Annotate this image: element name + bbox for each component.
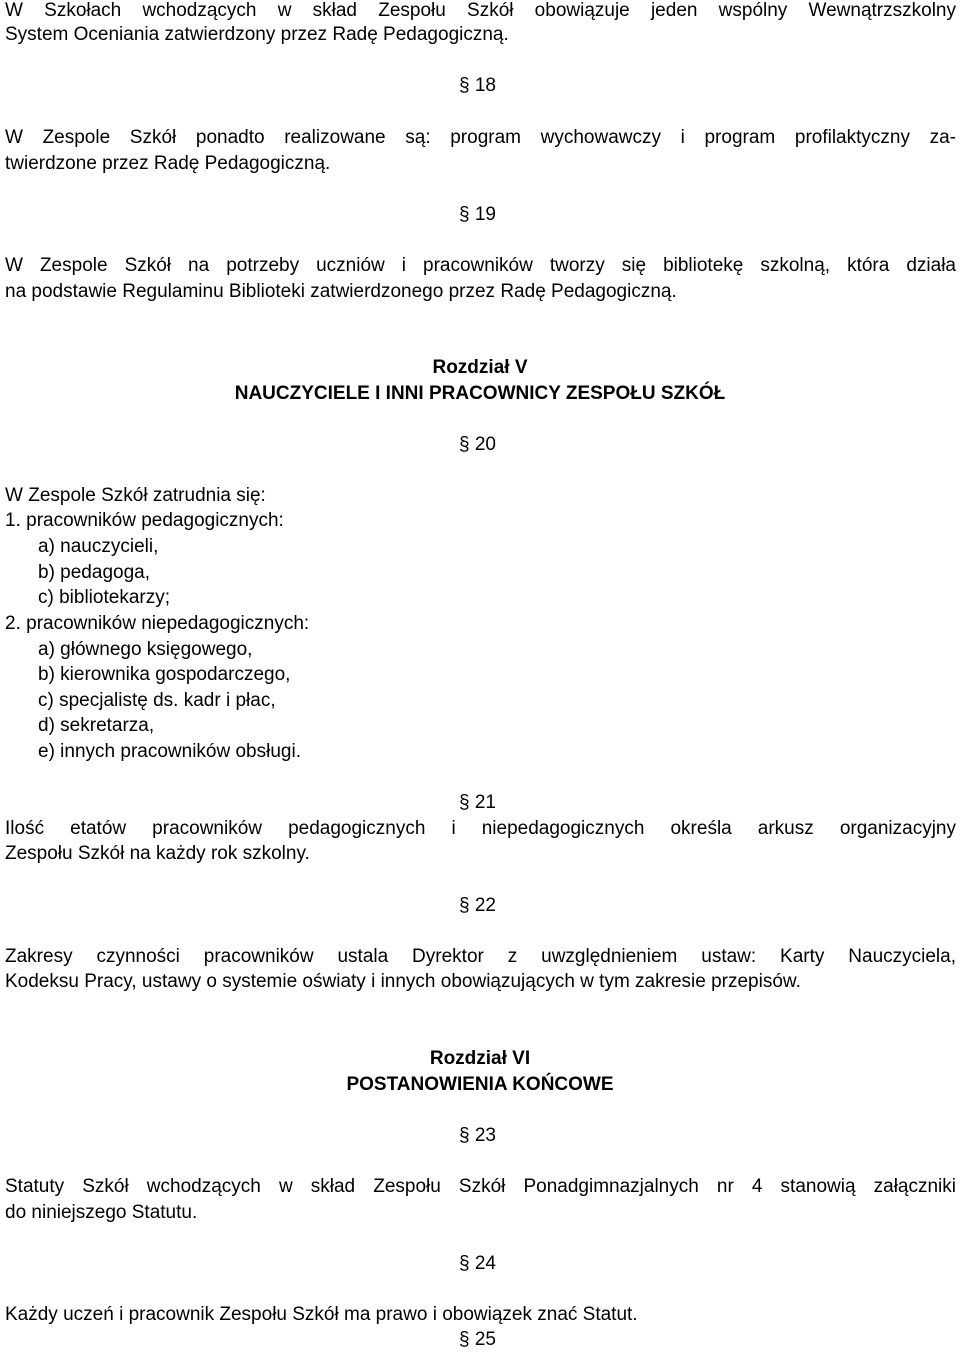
paragraph-line: na podstawie Regulaminu Biblioteki zatwierdzonego przez Radę Pedagogiczną.	[5, 281, 677, 302]
section-heading-19: § 19	[459, 204, 496, 225]
section-heading-23: § 23	[459, 1125, 496, 1146]
paragraph-line: Ilość etatów pracowników pedagogicznych i niepedagogicznych określa arkusz organizacyjny	[5, 818, 956, 839]
paragraph-line: W Szkołach wchodzących w skład Zespołu Szkół obowiązuje jeden wspólny Wewnątrzszkolny	[5, 0, 956, 21]
paragraph-line: Zespołu Szkół na każdy rok szkolny.	[5, 843, 310, 864]
list-group-label: 1. pracowników pedagogicznych:	[5, 510, 284, 531]
paragraph-line: W Zespole Szkół ponadto realizowane są: program wychowawczy i program profilaktyczny za-	[5, 127, 956, 148]
list-item: d) sekretarza,	[38, 715, 155, 736]
section-heading-20: § 20	[459, 434, 496, 455]
list-item: e) innych pracowników obsługi.	[38, 741, 301, 762]
chapter-title: Rozdział VI	[429, 1048, 531, 1069]
list-item: b) pedagoga,	[38, 562, 150, 583]
section-heading-18: § 18	[459, 75, 496, 96]
paragraph-line: Zakresy czynności pracowników ustala Dyrektor z uwzględnieniem ustaw: Karty Nauczyciela,	[5, 946, 956, 967]
list-group-label: 2. pracowników niepedagogicznych:	[5, 613, 310, 634]
section-heading-24: § 24	[459, 1253, 496, 1274]
paragraph-line: do niniejszego Statutu.	[5, 1202, 198, 1223]
section-heading-21: § 21	[459, 792, 496, 813]
chapter-subtitle: POSTANOWIENIA KOŃCOWE	[346, 1074, 614, 1095]
paragraph-line: twierdzone przez Radę Pedagogiczną.	[5, 153, 331, 174]
section-heading-25: § 25	[459, 1329, 496, 1350]
chapter-subtitle: NAUCZYCIELE I INNI PRACOWNICY ZESPOŁU SZKÓŁ	[234, 383, 726, 404]
paragraph-line: W Zespole Szkół na potrzeby uczniów i pracowników tworzy się bibliotekę szkolną, która działa	[5, 255, 956, 276]
list-item: c) bibliotekarzy;	[38, 587, 170, 608]
list-item: a) nauczycieli,	[38, 536, 159, 557]
paragraph-line: Kodeksu Pracy, ustawy o systemie oświaty i innych obowiązujących w tym zakresie przepisów.	[5, 971, 801, 992]
list-item: b) kierownika gospodarczego,	[38, 664, 291, 685]
paragraph-line: Statuty Szkół wchodzących w skład Zespołu Szkół Ponadgimnazjalnych nr 4 stanowią załączniki	[5, 1176, 956, 1197]
paragraph-line: System Oceniania zatwierdzony przez Radę Pedagogiczną.	[5, 24, 509, 45]
chapter-title: Rozdział V	[432, 357, 528, 378]
list-intro: W Zespole Szkół zatrudnia się:	[5, 485, 266, 506]
section-heading-22: § 22	[459, 895, 496, 916]
list-item: c) specjalistę ds. kadr i płac,	[38, 690, 276, 711]
list-item: a) głównego księgowego,	[38, 639, 253, 660]
paragraph-line: Każdy uczeń i pracownik Zespołu Szkół ma prawo i obowiązek znać Statut.	[5, 1304, 638, 1325]
